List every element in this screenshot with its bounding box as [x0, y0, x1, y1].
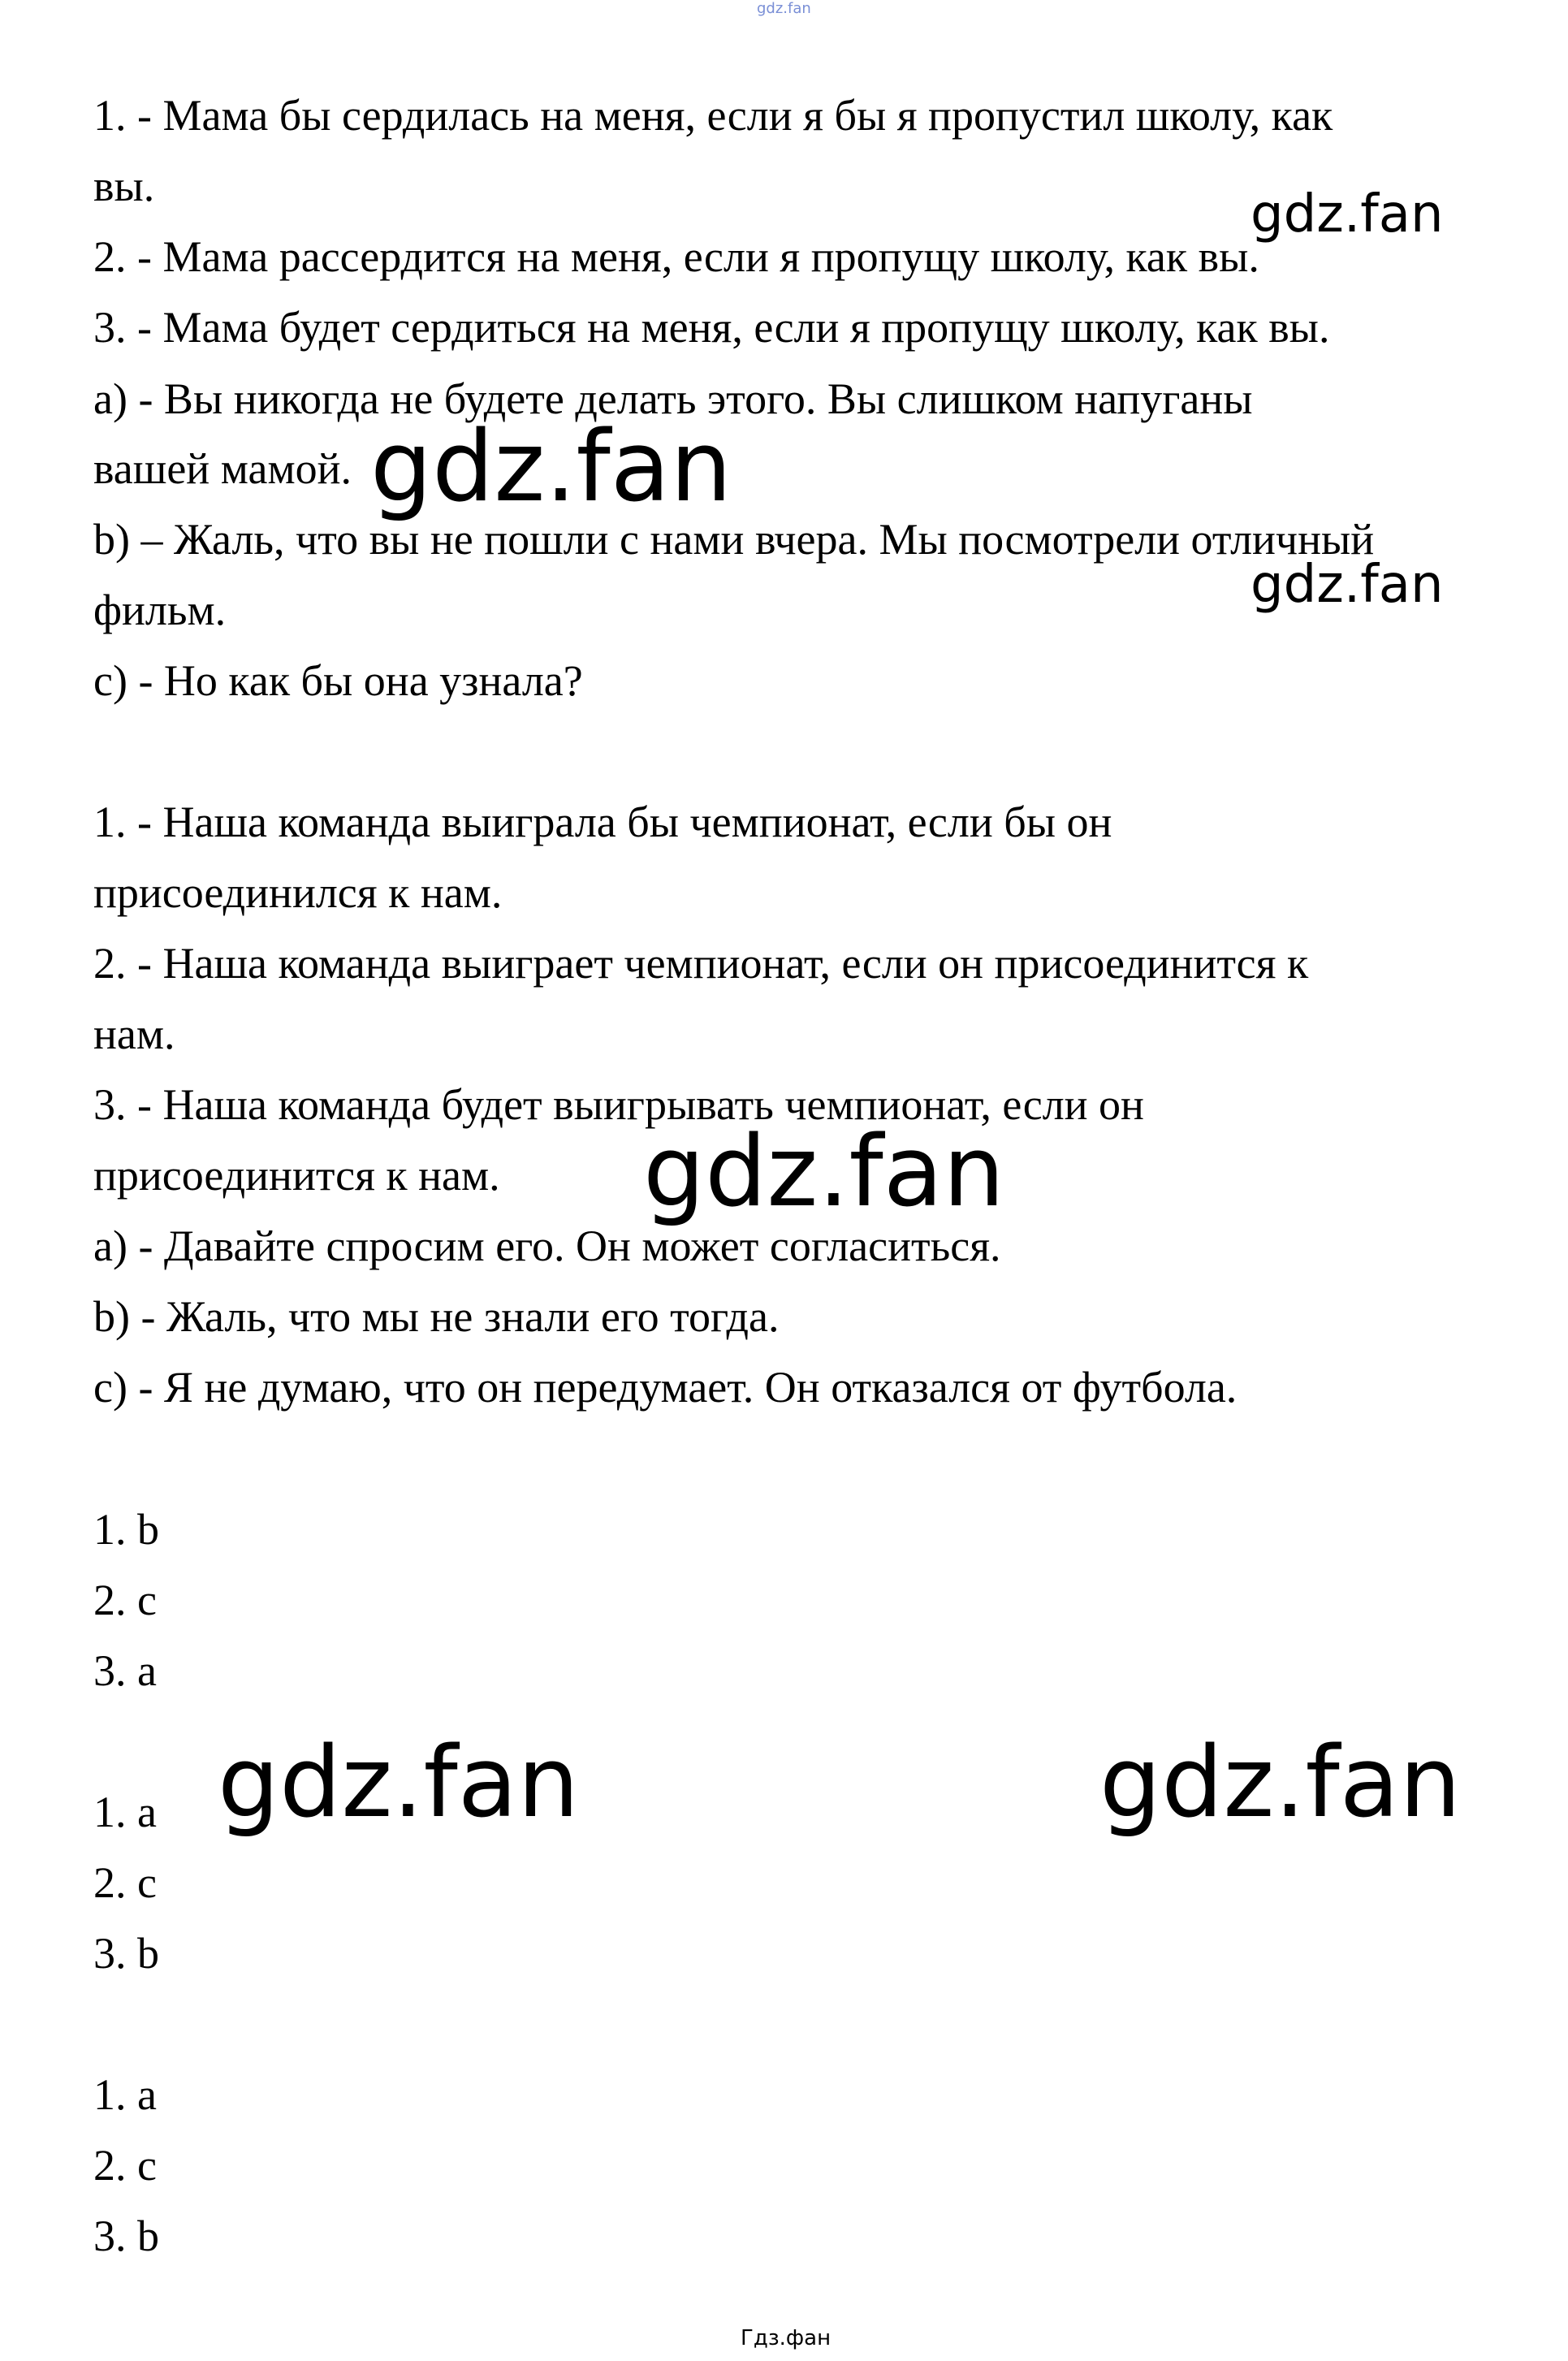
text-line: 1. - Мама бы сердилась на меня, если я бы я пропустил школу, как [93, 91, 1333, 140]
text-line: присоединится к нам. [93, 1151, 500, 1200]
text-line: 1. - Наша команда выиграла бы чемпионат, если бы он [93, 798, 1112, 846]
text-line: вы. [93, 162, 155, 210]
text-line: присоединился к нам. [93, 868, 503, 917]
watermark: gdz.fan [218, 1727, 580, 1840]
text-line: a) - Давайте спросим его. Он может согласиться. [93, 1222, 1001, 1270]
text-line: c) - Я не думаю, что он передумает. Он отказался от футбола. [93, 1363, 1238, 1412]
watermark: gdz.fan [643, 1116, 1005, 1229]
text-line: 3. - Наша команда будет выигрывать чемпионат, если он [93, 1080, 1144, 1129]
text-line: b) - Жаль, что мы не знали его тогда. [93, 1292, 780, 1341]
text-line: 2. - Наша команда выиграет чемпионат, если он присоединится к [93, 939, 1309, 988]
watermark: gdz.fan [370, 411, 732, 524]
watermark: gdz.fan [1251, 555, 1444, 615]
answer-line: 3. b [93, 1929, 159, 1978]
answer-line: 2. c [93, 2141, 157, 2190]
text-line: фильм. [93, 586, 227, 634]
text-line: 2. - Мама рассердится на меня, если я пропущу школу, как вы. [93, 232, 1259, 281]
answer-line: 1. b [93, 1505, 159, 1554]
text-line: b) – Жаль, что вы не пошли с нами вчера. Мы посмотрели отличный [93, 515, 1375, 564]
watermark: gdz.fan [1099, 1727, 1462, 1840]
answer-line: 2. c [93, 1576, 157, 1624]
watermark: gdz.fan [1251, 184, 1444, 244]
footer-label: Гдз.фан [741, 2326, 832, 2350]
text-line: a) - Вы никогда не будете делать этого. Вы слишком напуганы [93, 374, 1253, 423]
answer-line: 3. a [93, 1646, 157, 1695]
text-line: нам. [93, 1010, 175, 1058]
header-watermark: gdz.fan [757, 0, 811, 17]
answer-line: 1. a [93, 1788, 157, 1836]
text-line: вашей мамой. [93, 444, 352, 493]
text-line: 3. - Мама будет сердиться на меня, если я пропущу школу, как вы. [93, 303, 1330, 352]
text-line: c) - Но как бы она узнала? [93, 656, 583, 705]
answer-line: 3. b [93, 2212, 159, 2260]
answer-line: 1. a [93, 2070, 157, 2119]
answer-line: 2. c [93, 1858, 157, 1907]
